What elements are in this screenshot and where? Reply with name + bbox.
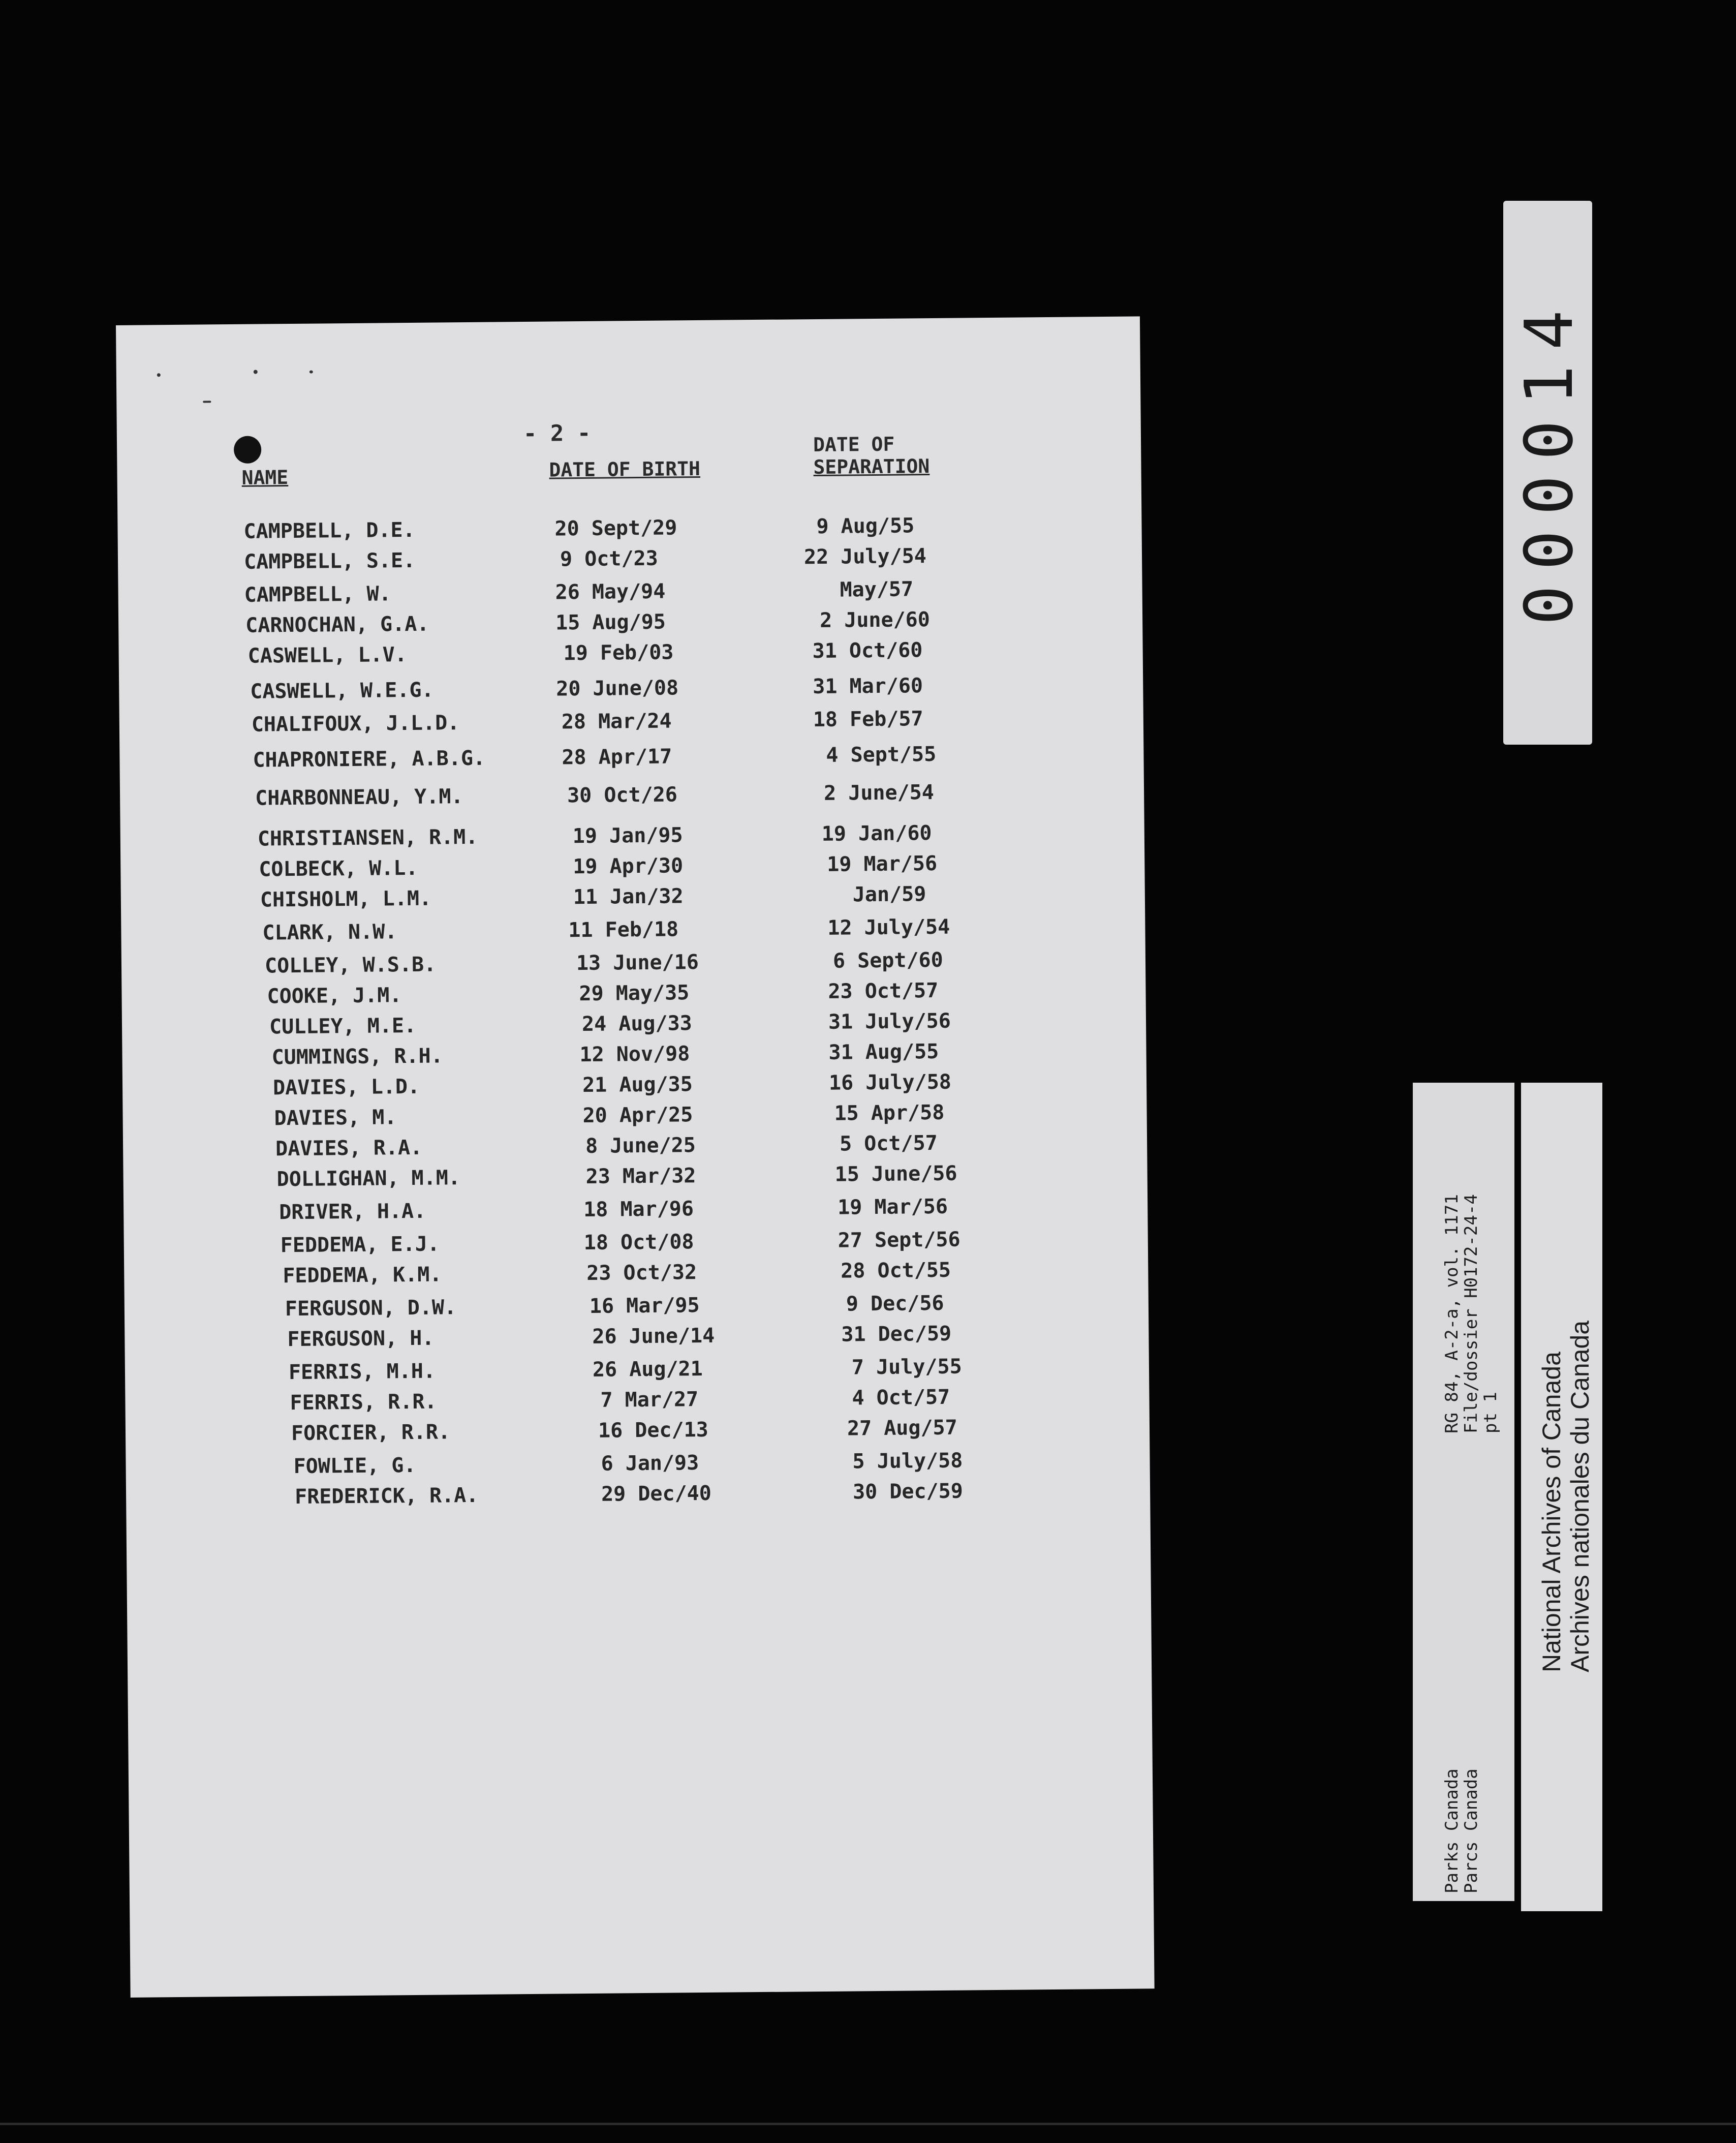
name-cell: FERGUSON, H. — [287, 1326, 435, 1352]
table-row — [125, 1290, 1149, 1324]
name-cell: CAMPBELL, S.E. — [243, 548, 416, 574]
table-row — [126, 1414, 1150, 1449]
table-row — [117, 512, 1141, 546]
table-row — [125, 1384, 1149, 1418]
date-of-birth-cell: 26 May/94 — [555, 579, 666, 604]
date-of-birth-cell: 28 Mar/24 — [561, 709, 672, 734]
name-cell: FREDERICK, R.A. — [294, 1483, 479, 1509]
film-edge-line — [0, 2123, 1736, 2125]
name-cell: CASWELL, L.V. — [247, 643, 407, 668]
date-of-separation-cell: 5 July/58 — [852, 1449, 963, 1474]
date-of-birth-cell: 16 Dec/13 — [598, 1418, 708, 1443]
date-of-separation-cell: 31 Mar/60 — [813, 674, 923, 699]
name-cell: CHARBONNEAU, Y.M. — [255, 785, 463, 810]
table-row — [126, 1447, 1150, 1482]
date-of-separation-cell: 15 Apr/58 — [834, 1100, 945, 1125]
table-row — [123, 1160, 1147, 1195]
table-row — [120, 779, 1144, 813]
table-row — [119, 672, 1143, 707]
date-of-separation-cell: 2 June/60 — [819, 608, 931, 632]
table-row — [121, 977, 1145, 1012]
date-of-separation-cell: 16 July/58 — [828, 1070, 952, 1095]
date-of-birth-cell: 12 Nov/98 — [579, 1042, 690, 1067]
date-of-separation-cell: 4 Oct/57 — [852, 1385, 950, 1410]
table-row — [123, 1129, 1147, 1164]
table-row — [118, 575, 1142, 610]
date-of-separation-cell: 12 July/54 — [827, 915, 950, 940]
date-of-birth-cell: 29 Dec/40 — [601, 1481, 712, 1506]
date-of-separation-cell: 15 June/56 — [834, 1161, 957, 1186]
date-of-birth-cell: 20 Apr/25 — [582, 1103, 693, 1128]
name-cell: DAVIES, R.A. — [275, 1136, 423, 1161]
date-of-birth-cell: 23 Mar/32 — [585, 1164, 696, 1188]
date-of-separation-cell: 27 Aug/57 — [847, 1416, 957, 1441]
date-of-separation-cell: 9 Aug/55 — [816, 514, 915, 538]
date-of-birth-cell: 6 Jan/93 — [601, 1451, 699, 1476]
table-row — [122, 1099, 1146, 1134]
name-cell: FERGUSON, D.W. — [285, 1296, 457, 1321]
date-of-separation-cell: 28 Oct/55 — [841, 1258, 951, 1283]
date-of-birth-cell: 30 Oct/26 — [567, 783, 678, 808]
table-row — [125, 1353, 1149, 1388]
table-row — [118, 542, 1142, 577]
date-of-birth-cell: 28 Apr/17 — [562, 745, 672, 770]
date-of-birth-cell: 18 Mar/96 — [583, 1197, 694, 1222]
table-row — [120, 850, 1144, 884]
name-cell: COLLEY, W.S.B. — [264, 953, 437, 978]
date-of-birth-cell: 19 Feb/03 — [563, 640, 674, 665]
date-of-separation-cell: 22 July/54 — [803, 544, 927, 569]
table-row — [122, 1068, 1146, 1103]
name-cell: CLARK, N.W. — [262, 920, 397, 945]
date-of-separation-cell: 31 July/56 — [828, 1009, 951, 1034]
date-of-separation-cell: 23 Oct/57 — [828, 978, 939, 1003]
parks-en: Parks Canada — [1442, 1768, 1462, 1893]
date-of-separation-cell: 19 Mar/56 — [827, 851, 938, 876]
date-of-birth-cell: 26 June/14 — [592, 1324, 715, 1349]
date-of-birth-cell: 15 Aug/95 — [555, 610, 666, 635]
date-of-birth-cell: 11 Feb/18 — [568, 917, 679, 942]
date-of-birth-cell: 29 May/35 — [579, 981, 690, 1006]
date-of-separation-cell: Jan/59 — [852, 882, 926, 907]
date-of-separation-cell: 31 Oct/60 — [812, 638, 923, 663]
table-row — [118, 636, 1142, 671]
table-row — [121, 946, 1145, 981]
name-cell: CUMMINGS, R.H. — [271, 1044, 443, 1069]
date-of-birth-cell: 13 June/16 — [576, 951, 699, 975]
table-row — [124, 1257, 1148, 1291]
date-of-birth-cell: 24 Aug/33 — [581, 1012, 692, 1036]
parks-fr: Parcs Canada — [1461, 1768, 1481, 1893]
name-cell: CULLEY, M.E. — [269, 1014, 417, 1039]
date-of-birth-cell: 8 June/25 — [585, 1134, 696, 1158]
date-of-separation-cell: 19 Mar/56 — [837, 1195, 948, 1219]
table-row — [119, 741, 1143, 775]
name-cell: COLBECK, W.L. — [259, 856, 418, 881]
date-of-birth-cell: 9 Oct/23 — [560, 546, 658, 571]
date-of-birth-cell: 19 Apr/30 — [573, 854, 684, 879]
date-of-separation-cell: 30 Dec/59 — [852, 1479, 964, 1504]
frame-number: 000014 — [1510, 295, 1588, 625]
header-date-of-birth: DATE OF BIRTH — [549, 457, 701, 481]
national-archives-label — [1537, 1321, 1594, 1672]
date-of-birth-cell: 16 Mar/95 — [589, 1294, 700, 1318]
ref-line-3: pt 1 — [1480, 1392, 1501, 1433]
date-of-birth-cell: 21 Aug/35 — [582, 1073, 693, 1097]
date-of-birth-cell: 18 Oct/08 — [583, 1230, 694, 1255]
page-number: - 2 - — [523, 420, 591, 447]
date-of-separation-cell: 4 Sept/55 — [826, 742, 937, 767]
name-cell: FOWLIE, G. — [293, 1453, 416, 1479]
table-row — [122, 1038, 1146, 1073]
name-cell: CHISHOLM, L.M. — [260, 886, 432, 912]
parks-canada-label — [1442, 1768, 1481, 1893]
date-of-separation-cell: May/57 — [840, 577, 914, 602]
name-cell: FEDDEMA, K.M. — [283, 1263, 442, 1288]
name-cell: DRIVER, H.A. — [279, 1199, 426, 1224]
name-cell: CAMPBELL, W. — [244, 582, 391, 607]
date-of-separation-cell: 2 June/54 — [823, 780, 935, 805]
date-of-separation-cell: 31 Aug/55 — [828, 1039, 939, 1064]
date-of-separation-cell: 27 Sept/56 — [838, 1228, 960, 1252]
name-cell: CHRISTIANSEN, R.M. — [257, 825, 478, 851]
date-of-birth-cell: 7 Mar/27 — [600, 1388, 699, 1412]
date-of-separation-cell: 31 Dec/59 — [841, 1322, 952, 1346]
name-cell: DAVIES, L.D. — [272, 1075, 420, 1100]
date-of-separation-cell: 18 Feb/57 — [813, 707, 923, 732]
name-cell: CHALIFOUX, J.L.D. — [251, 711, 460, 737]
name-cell: FERRIS, R.R. — [290, 1390, 437, 1415]
table-row — [121, 913, 1145, 948]
table-row — [122, 1007, 1146, 1042]
name-cell: COOKE, J.M. — [267, 984, 402, 1008]
date-of-birth-cell: 26 Aug/21 — [592, 1357, 703, 1382]
name-cell: CAMPBELL, D.E. — [243, 518, 415, 543]
date-of-separation-cell: 7 July/55 — [851, 1355, 962, 1380]
name-cell: FORCIER, R.R. — [291, 1420, 451, 1446]
name-cell: CARNOCHAN, G.A. — [245, 612, 429, 637]
table-row — [119, 705, 1143, 740]
name-cell: FEDDEMA, E.J. — [280, 1232, 440, 1258]
date-of-separation-cell: 6 Sept/60 — [832, 948, 943, 973]
name-cell: FERRIS, M.H. — [288, 1359, 436, 1385]
header-name: NAME — [241, 466, 289, 489]
name-cell: CASWELL, W.E.G. — [250, 678, 434, 703]
name-cell: DOLLIGHAN, M.M. — [276, 1166, 461, 1191]
table-row — [124, 1226, 1148, 1261]
header-dos-line1: DATE OF — [813, 433, 895, 456]
table-row — [126, 1478, 1150, 1512]
document-page — [116, 316, 1155, 1997]
archive-reference — [1442, 1194, 1500, 1433]
date-of-birth-cell: 23 Oct/32 — [586, 1261, 697, 1285]
date-of-separation-cell: 19 Jan/60 — [821, 821, 932, 846]
header-dos-line2: SEPARATION — [813, 455, 930, 479]
ref-line-2: File/dossier H0172-24-4 — [1461, 1194, 1481, 1433]
name-cell: DAVIES, M. — [274, 1106, 397, 1130]
date-of-birth-cell: 11 Jan/32 — [573, 884, 684, 909]
table-row — [120, 819, 1144, 854]
date-of-separation-cell: 5 Oct/57 — [839, 1131, 938, 1156]
date-of-birth-cell: 20 Sept/29 — [554, 516, 677, 541]
name-cell: CHAPRONIERE, A.B.G. — [253, 746, 486, 772]
date-of-birth-cell: 19 Jan/95 — [572, 823, 683, 848]
table-row — [125, 1320, 1149, 1355]
records-table — [116, 316, 1155, 1997]
table-row — [123, 1193, 1148, 1228]
nac-en: National Archives of Canada — [1537, 1352, 1566, 1672]
table-row — [118, 606, 1142, 640]
date-of-birth-cell: 20 June/08 — [556, 676, 679, 701]
ref-line-1: RG 84, A-2-a, vol. 1171 — [1442, 1194, 1462, 1433]
nac-fr: Archives nationales du Canada — [1566, 1320, 1594, 1672]
date-of-separation-cell: 9 Dec/56 — [846, 1291, 944, 1316]
table-row — [121, 880, 1145, 915]
